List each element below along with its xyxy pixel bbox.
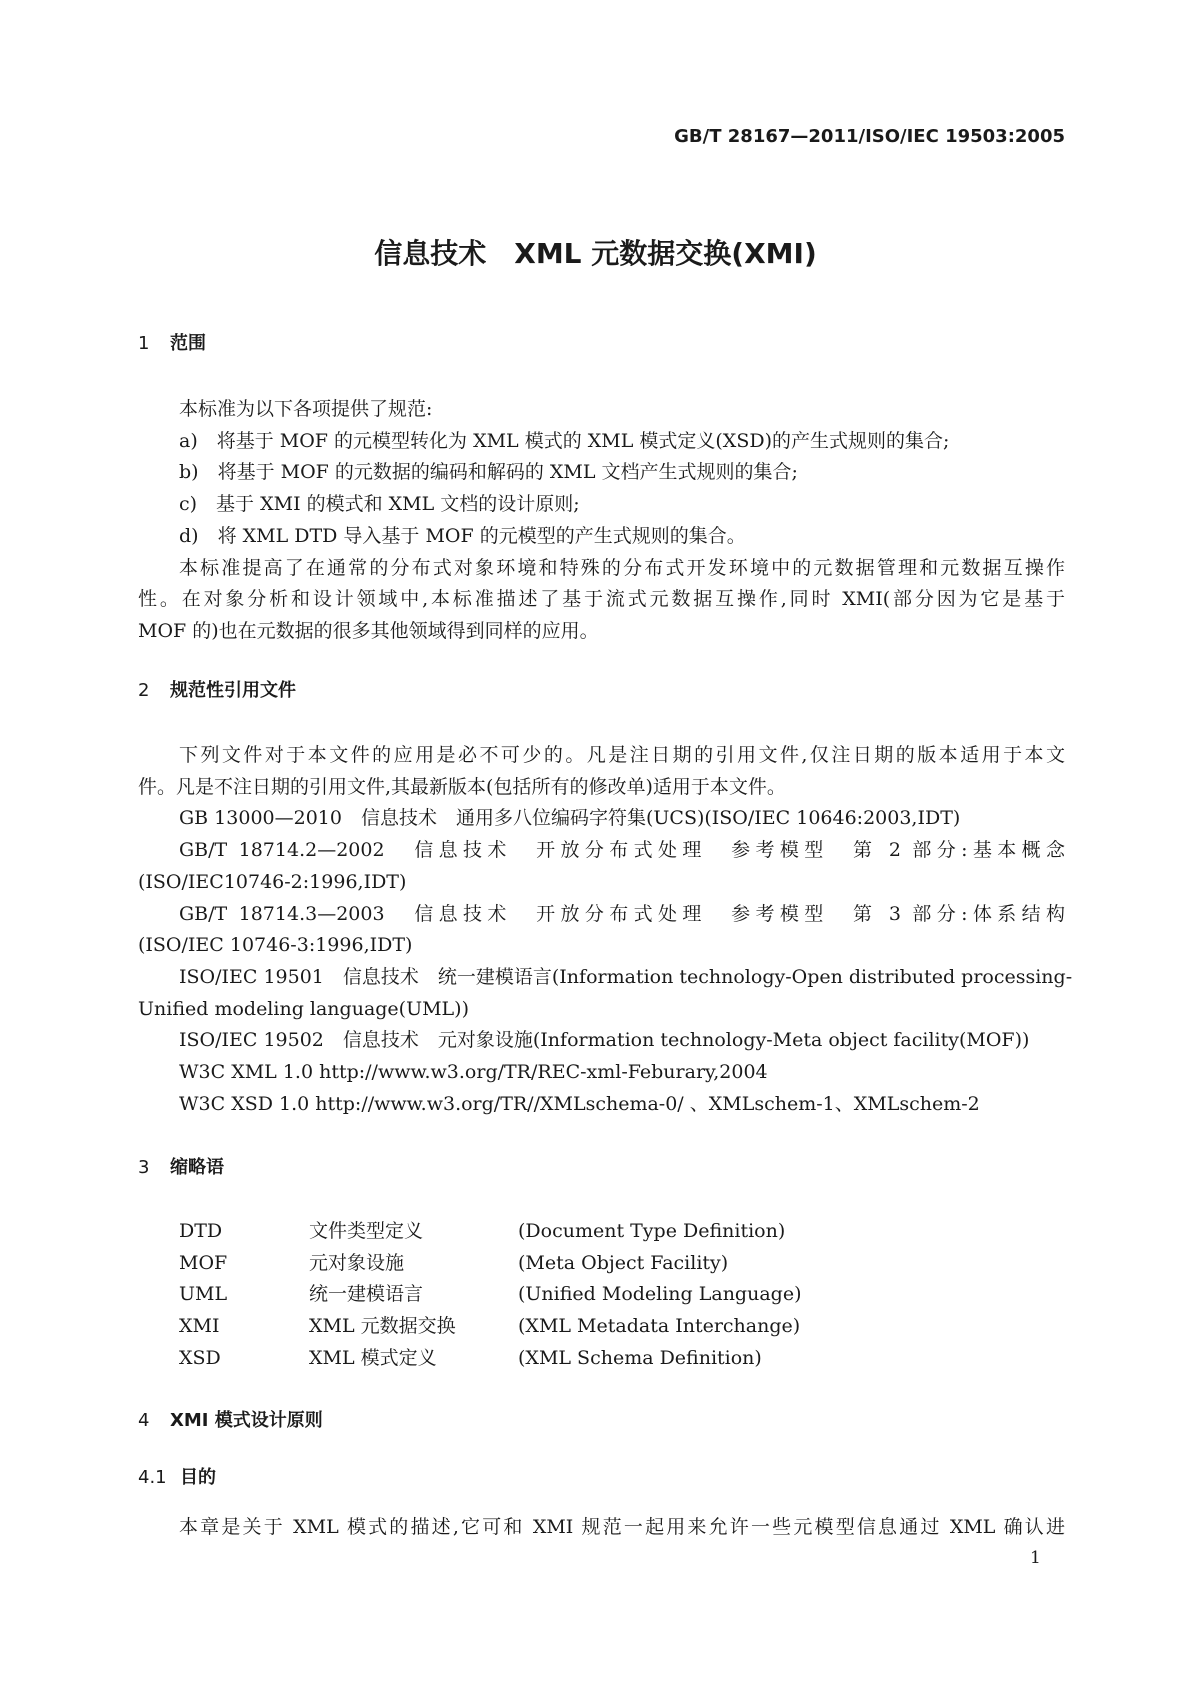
paragraph-line: Unified modeling language(UML)) xyxy=(138,997,469,1020)
abbreviation-english: (XML Metadata Interchange) xyxy=(518,1315,801,1338)
abbreviation-chinese: XML 模式定义 xyxy=(309,1346,437,1369)
abbreviation-english: (XML Schema Definition) xyxy=(518,1346,762,1369)
paragraph-line: b) 将基于 MOF 的元数据的编码和解码的 XML 文档产生式规则的集合; xyxy=(179,461,798,484)
abbreviation-chinese: XML 元数据交换 xyxy=(309,1315,456,1338)
paragraph-line: GB/T 18714.2—2002 信息技术 开放分布式处理 参考模型 第 2 部分:基本概念 xyxy=(179,839,1065,862)
abbreviation: MOF xyxy=(179,1251,228,1274)
paragraph-line: 件。凡是不注日期的引用文件,其最新版本(包括所有的修改单)适用于本文件。 xyxy=(138,775,786,798)
paragraph-line: GB/T 18714.3—2003 信息技术 开放分布式处理 参考模型 第 3 部分:体系结构 xyxy=(179,902,1065,925)
paragraph-line: (ISO/IEC 10746-3:1996,IDT) xyxy=(138,934,413,957)
paragraph-line: MOF 的)也在元数据的很多其他领域得到同样的应用。 xyxy=(138,619,599,642)
page-number: 1 xyxy=(1030,1548,1041,1568)
paragraph-line: 下列文件对于本文件的应用是必不可少的。凡是注日期的引用文件,仅注日期的版本适用于本文 xyxy=(179,744,1065,766)
abbreviation-english: (Meta Object Facility) xyxy=(518,1251,729,1274)
paragraph-line: W3C XML 1.0 http://www.w3.org/TR/REC-xml-Feburary,2004 xyxy=(179,1061,768,1083)
paragraph-line: ISO/IEC 19502 信息技术 元对象设施(Information technology-Meta object facility(MOF)) xyxy=(179,1029,1030,1052)
section-heading-1: 1 范围 xyxy=(138,333,206,354)
paragraph-line: d) 将 XML DTD 导入基于 MOF 的元模型的产生式规则的集合。 xyxy=(179,524,746,547)
section-heading-2: 2 规范性引用文件 xyxy=(138,680,296,701)
abbreviation: XMI xyxy=(179,1315,220,1338)
abbreviation: DTD xyxy=(179,1220,223,1242)
paragraph-line: 性。在对象分析和设计领域中,本标准描述了基于流式元数据互操作,同时 XMI(部分因为它是基于 xyxy=(138,588,1065,611)
paragraph-line: a) 将基于 MOF 的元模型转化为 XML 模式的 XML 模式定义(XSD)的产生式规则的集合; xyxy=(179,429,950,452)
paragraph-line: 本标准提高了在通常的分布式对象环境和特殊的分布式开发环境中的元数据管理和元数据互操作 xyxy=(179,556,1065,579)
abbreviation-chinese: 统一建模语言 xyxy=(309,1283,424,1306)
abbreviation-chinese: 文件类型定义 xyxy=(309,1220,424,1242)
abbreviation: XSD xyxy=(179,1346,221,1369)
paragraph-line: GB 13000—2010 信息技术 通用多八位编码字符集(UCS)(ISO/IEC 10646:2003,IDT) xyxy=(179,807,961,830)
section-heading-4: 4 XMI 模式设计原则 xyxy=(138,1410,323,1431)
paragraph-line: 本标准为以下各项提供了规范: xyxy=(179,398,433,420)
abbreviation: UML xyxy=(179,1283,228,1306)
paragraph-line: (ISO/IEC10746-2:1996,IDT) xyxy=(138,870,407,893)
abbreviation-english: (Document Type Definition) xyxy=(518,1220,786,1242)
standard-number-header: GB/T 28167—2011/ISO/IEC 19503:2005 xyxy=(674,126,1065,147)
abbreviation-chinese: 元对象设施 xyxy=(309,1251,405,1274)
paragraph-line: c) 基于 XMI 的模式和 XML 文档的设计原则; xyxy=(179,493,580,516)
section-heading-3: 3 缩略语 xyxy=(138,1157,224,1178)
section-heading-4-1: 4.1 目的 xyxy=(138,1467,216,1488)
abbreviation-english: (Unified Modeling Language) xyxy=(518,1283,802,1306)
paragraph-line: 本章是关于 XML 模式的描述,它可和 XMI 规范一起用来允许一些元模型信息通过 XML 确认进 xyxy=(179,1516,1065,1538)
paragraph-line: W3C XSD 1.0 http://www.w3.org/TR//XMLschema-0/ 、XMLschem-1、XMLschem-2 xyxy=(179,1092,980,1115)
page-title: 信息技术 XML 元数据交换(XMI) xyxy=(374,237,817,270)
paragraph-line: ISO/IEC 19501 信息技术 统一建模语言(Information technology-Open distributed processing- xyxy=(179,965,1073,988)
